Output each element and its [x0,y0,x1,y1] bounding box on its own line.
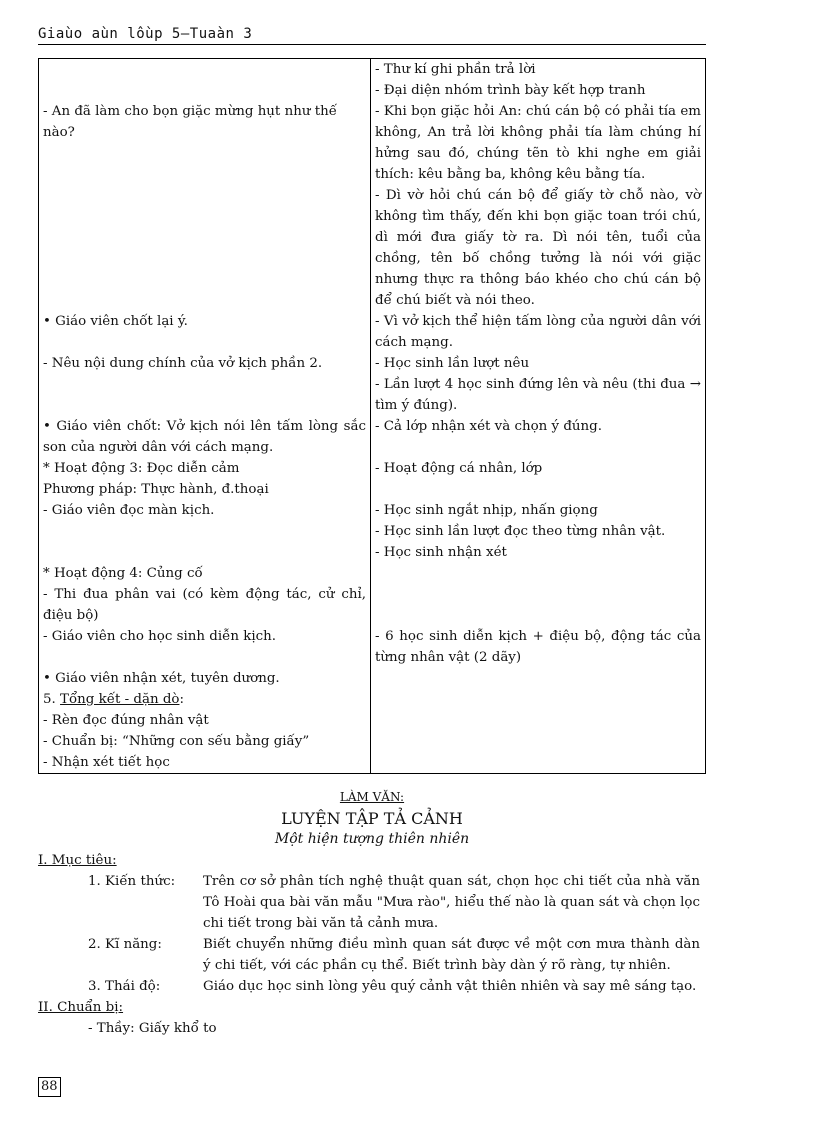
objective-knowledge [38,871,706,934]
objective-label: 2. Kĩ năng: [88,937,162,952]
objectives-heading: I. Mục tiêu: [38,853,117,868]
student-answer: - Vì vở kịch thể hiện tấm lòng của người dân với cách mạng. [375,314,701,350]
objective-label: 1. Kiến thức: [88,874,176,889]
objective-attitude [38,976,706,997]
activity-4-heading: * Hoạt động 4: Củng cố [43,566,203,581]
preparation-item: - Thầy: Giấy khổ to [88,1021,217,1036]
student-answer: - Khi bọn giặc hỏi An: chú cán bộ có phải tía em không, An trả lời không phải tía làm chúng hí hửng sau đó, chúng tẽn tò khi nghe em giải thích: kêu bằng ba, không kêu bằng tía. [375,104,701,182]
section-label: LÀM VĂN: [339,790,405,804]
teacher-reads-text: - Giáo viên đọc màn kịch. [43,503,215,518]
page-number: 88 [38,1077,61,1097]
objective-text: Giáo dục học sinh lòng yêu quý cảnh vật thiên nhiên và say mê sáng tạo. [203,979,697,994]
prepare-text: - Chuẩn bị: “Những con sếu bằng giấy” [43,734,310,749]
page-header: Giaùo aùn lôùp 5–Tuaàn 3 [38,26,706,45]
teacher-column [39,59,371,774]
student-answer: - 6 học sinh diễn kịch + điệu bộ, động tác của từng nhân vật (2 dãy) [375,629,701,665]
table-row [39,59,706,774]
student-answer: - Hoạt động cá nhân, lớp [375,461,543,476]
student-answer: - Lần lượt 4 học sinh đứng lên và nêu (thi đua → tìm ý đúng). [375,377,701,413]
student-answer: - Học sinh lần lượt đọc theo từng nhân vật. [375,524,666,539]
student-answer: - Dì vờ hỏi chú cán bộ để giấy tờ chỗ nào, vờ không tìm thấy, đến khi bọn giặc toan trói chú, dì mới đưa giấy tờ ra. Dì nói tên, tuổi của chồng, tên bố chồng tưởng là nói với giặc nhưng thực ra thông báo khéo cho chú cán bộ để chú biết và nói theo. [375,188,701,308]
question-text: - An đã làm cho bọn giặc mừng hụt như thế nào? [43,104,337,140]
drama-text: - Giáo viên cho học sinh diễn kịch. [43,629,277,644]
role-play-text: - Thi đua phân vai (có kèm động tác, cử chỉ, điệu bộ) [43,587,366,623]
section-title: LUYỆN TẬP TẢ CẢNH [281,809,463,828]
objective-text: Biết chuyển những điều mình quan sát được về một cơn mưa thành dàn ý chi tiết, với các phần cụ thể. Biết trình bày dàn ý rõ ràng, tự nhiên. [203,937,700,973]
student-answer: - Học sinh lần lượt nêu [375,356,530,371]
student-answer: - Cả lớp nhận xét và chọn ý đúng. [375,419,603,434]
summary-title: Tổng kết - dặn dò [60,692,180,707]
summary-heading [43,689,366,710]
section-subtitle: Một hiện tượng thiên nhiên [274,831,470,847]
objective-skill [38,934,706,976]
summary-colon: : [179,692,184,707]
student-column [371,59,706,774]
summary-number: 5. [43,692,61,707]
activity-3-heading: * Hoạt động 3: Đọc diễn cảm [43,461,240,476]
practice-reading-text: - Rèn đọc đúng nhân vật [43,713,209,728]
objective-label: 3. Thái độ: [88,979,161,994]
review-text: - Nhận xét tiết học [43,755,170,770]
teacher-feedback-text: • Giáo viên nhận xét, tuyên dương. [43,671,280,686]
preparation-heading: II. Chuẩn bị: [38,1000,124,1015]
teacher-conclusion-2: • Giáo viên chốt: Vở kịch nói lên tấm lòng sắc son của người dân với cách mạng. [43,419,366,455]
lesson-table [38,58,706,774]
student-answer: - Thư kí ghi phần trả lời [375,62,536,77]
student-answer: - Học sinh nhận xét [375,545,507,560]
student-answer: - Đại diện nhóm trình bày kết hợp tranh [375,83,646,98]
objective-text: Trên cơ sở phân tích nghệ thuật quan sát, chọn học chi tiết của nhà văn Tô Hoài qua bài văn mẫu "Mưa rào", hiểu thế nào là quan sát và chọn lọc chi tiết trong bài văn tả cảnh mưa. [203,874,700,931]
teacher-conclusion-1: • Giáo viên chốt lại ý. [43,314,188,329]
method-text: Phương pháp: Thực hành, đ.thoại [43,482,269,497]
student-answer: - Học sinh ngắt nhịp, nhấn giọng [375,503,598,518]
main-content-prompt: - Nêu nội dung chính của vở kịch phần 2. [43,356,323,371]
writing-section [38,787,706,1039]
